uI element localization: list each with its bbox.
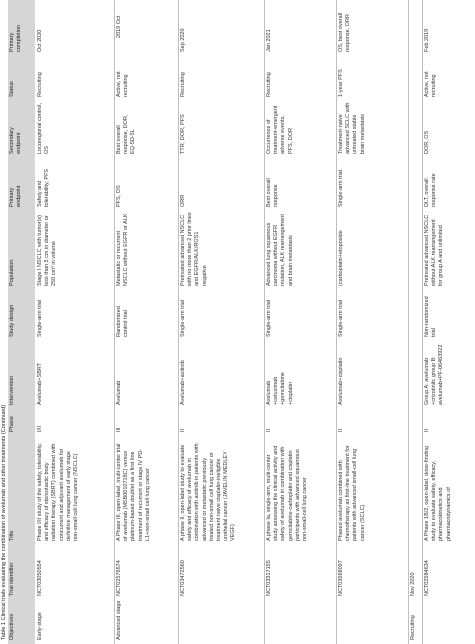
- cell-completion: 2019 Oct: [116, 15, 122, 38]
- cell-identifier: NCT03472560: [180, 560, 186, 596]
- cell-design: Randomized control trial: [116, 306, 130, 337]
- table-row: [35, 0, 115, 644]
- header-phase: Phase: [9, 416, 15, 432]
- cell-identifier: NCT03568097: [338, 560, 344, 596]
- cell-status: Active, not recruiting: [424, 71, 438, 97]
- cell-population: Stage I NSCLC with tumor(s) less than 5 cm in diameter or 250 cm³ in volume: [37, 215, 58, 286]
- table-row: [408, 0, 423, 644]
- table-row: [114, 0, 179, 644]
- header-title: Title: [9, 530, 15, 541]
- cell-secondary: Best overall response, DOR, EQ-5D-5L: [116, 114, 137, 154]
- cell-phase: II: [180, 428, 186, 432]
- cell-design: Single-arm trial: [266, 300, 272, 337]
- cell-phase: II: [338, 428, 344, 432]
- cell-secondary: Treatment-naive advanced SCLC with untreated stable brain metastasis: [338, 102, 366, 154]
- header-identifier: Trial identifier: [9, 562, 15, 596]
- cell-identifier: NCT03050554: [37, 560, 43, 596]
- header-design: Study design: [9, 304, 15, 337]
- cell-phase: III: [116, 427, 122, 432]
- cell-design: Single-arm trial: [37, 300, 43, 337]
- cell-primary: Best overall response: [266, 178, 280, 207]
- cell-intervention: Avelumab+cisplatin: [338, 357, 344, 405]
- cell-completion: OS, best overall response, ORR: [338, 12, 352, 52]
- cell-title: A Phase III, open-label, multi-center trial of avelumab (MSB0010718C) versus platinum-based doublet as a first line treatment of recurrent or stage IV PD-L1+non-small cell lung cancer: [116, 443, 151, 541]
- cell-primary: Single-arm trial: [338, 170, 344, 207]
- cell-title: A Phase 1B/2, open-label, dose-finding study to evaluate safety, efficacy, pharmacokinetics and pharmacodynamics of: [424, 445, 452, 541]
- cell-title: Nov 2020: [410, 572, 416, 596]
- cell-identifier: NCT02584634: [424, 560, 430, 596]
- cell-identifier: Recruiting: [410, 615, 416, 640]
- header-primary: Primary endpoint: [9, 185, 22, 207]
- cell-status: Active, not recruiting: [116, 71, 130, 97]
- cell-phase: I/II: [37, 425, 43, 432]
- cell-population: Pretreated advanced NSCLC without ALK rearrangement for group A and unlimited: [424, 214, 445, 286]
- table-row: [178, 0, 265, 644]
- cell-population: Metastatic or recurrent NSCLC without EGFR or ALK: [116, 213, 130, 286]
- cell-title: A phase Ia, single-arm, multi-center study assessing the clinical activity and safety of avelumab in combination with gemcitabine-carboplatin and cisplatin participants with advanced squamous non-small-cell lung cancer: [266, 445, 309, 541]
- cell-design: Single-arm trial: [338, 300, 344, 337]
- cell-phase: II: [266, 428, 272, 432]
- cell-objective: Advanced stage: [116, 600, 122, 640]
- header-completion: Primary completion: [9, 24, 22, 52]
- cell-design: Single-arm trial: [180, 300, 186, 337]
- cell-phase: II: [424, 428, 430, 432]
- table-row: [336, 0, 409, 644]
- cell-primary: PFS, OS: [116, 185, 122, 207]
- cell-population: Pretreated advanced NSCLC with no more than 2 prior lines and EGFR/ALK/ROS1 negative: [180, 212, 208, 286]
- cell-secondary: Locoregional control, OS: [37, 102, 51, 154]
- cell-completion: Feb 2019: [424, 28, 430, 52]
- table-row: [422, 0, 475, 644]
- cell-completion: Oct 2020: [37, 29, 43, 52]
- cell-primary: DLT, overall response rate: [424, 173, 438, 207]
- cell-status: Recruiting: [37, 72, 43, 97]
- cell-title: Phase I/II study of the safety, tolerability, and efficacy of stereotactic body radiation therapy (SBRT) combined with concurrent and adjuvant avelumab for definitive management of early stage non-small cell lung cancer (NSCLC): [37, 443, 80, 541]
- cell-primary: ORR: [180, 194, 186, 207]
- header-intervention: Intervention: [9, 375, 15, 405]
- table-header: [8, 0, 35, 644]
- header-status: Status: [9, 81, 15, 97]
- cell-intervention: Avelumab: [116, 380, 122, 405]
- cell-identifier: NCT02576574: [116, 560, 122, 596]
- header-population: Population: [9, 259, 15, 286]
- cell-intervention: Avelumab+axitinib: [180, 360, 186, 405]
- cell-completion: Sep 2020: [180, 28, 186, 52]
- cell-title: Phased avelumab combined with chemotherapy as first-line treatment for patients with advanced small-cell lung cancer (SCLC): [338, 445, 366, 541]
- cell-intervention: Avelumab+SBRT: [37, 362, 43, 405]
- cell-status: Recruiting: [180, 72, 186, 97]
- cell-secondary: DOR, OS: [424, 130, 430, 154]
- table-row: [264, 0, 337, 644]
- cell-objective: Early-stage: [37, 612, 43, 640]
- header-secondary: Secondary endpoint: [9, 127, 22, 154]
- cell-population: Advanced lung squamous carcinoma without EGFR mutation, ALK rearrangement and brain metastasis: [266, 214, 294, 286]
- cell-completion: Jan 2021: [266, 29, 272, 52]
- cell-title: A phase II, open-label study to evaluate safety and efficacy of avelumab in combination with axitinib in patients with advanced or metastatic previously treated non-small cell lung cancer or treatment naive cisplatin-ineligible urothelial cancer (JAVELIN MEDLEY VEGF): [180, 443, 237, 541]
- cell-design: Non-randomized trial: [424, 296, 438, 337]
- cell-status: Recruiting: [266, 72, 272, 97]
- header-objectives: Objectives: [9, 613, 15, 640]
- cell-identifier: NCT03317155: [266, 560, 272, 596]
- cell-intervention: Group A: avelumab +crizotinib; group B: avelumab+PF-06463922: [424, 344, 445, 405]
- cell-status: 1-year PFS: [338, 69, 344, 97]
- cell-primary: Safety and tolerability, PFS: [37, 168, 51, 207]
- cell-secondary: Occurrence of treatment-emergent adverse events, PFS, DOR: [266, 105, 294, 154]
- cell-secondary: TTR, DOR, PFS: [180, 114, 186, 154]
- cell-population: (carboplatin+etoposide: [338, 230, 344, 286]
- cell-intervention: Avelumab +cetuximab +gemcitabine +cisplatin: [266, 372, 294, 405]
- table-caption: Table 1 Clinical trials evaluating the combination of avelumab and other treatments (Continued): [1, 404, 7, 640]
